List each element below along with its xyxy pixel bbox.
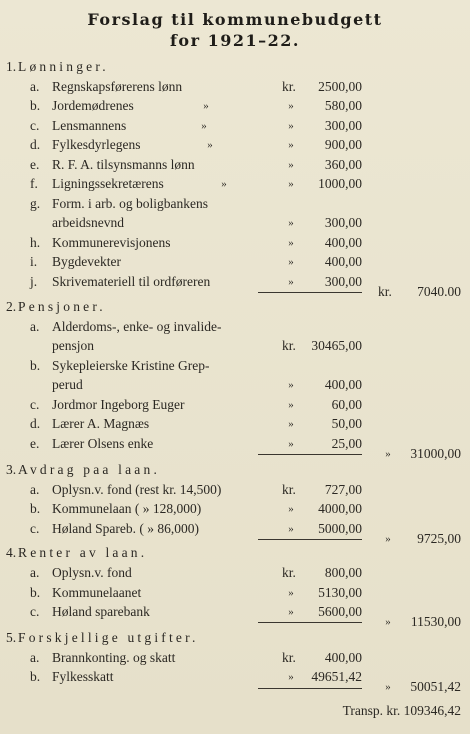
item-amount: 5600,00 xyxy=(318,604,362,619)
item-amount: 1000,00 xyxy=(318,176,362,191)
item-letter: a. xyxy=(30,79,40,94)
item-description: pensjon xyxy=(52,338,94,353)
section-title: Forskjellige utgifter. xyxy=(18,630,199,645)
item-description: perud xyxy=(52,377,83,392)
item-description: Alderdoms-, enke- og invalide- xyxy=(52,319,222,334)
item-description: Form. i arb. og boligbankens xyxy=(52,196,208,211)
item-amount: 400,00 xyxy=(324,254,362,269)
line-item xyxy=(0,317,470,337)
item-amount: 25,00 xyxy=(331,436,362,451)
item-amount: 4000,00 xyxy=(318,501,362,516)
line-item-continuation xyxy=(0,213,470,233)
item-letter: e. xyxy=(30,436,40,451)
ditto-mark: » xyxy=(288,237,294,249)
item-description: R. F. A. tilsynsmanns lønn xyxy=(52,157,195,172)
ditto-mark: » xyxy=(288,379,294,391)
section-number: 1. xyxy=(6,59,17,74)
line-item xyxy=(0,135,470,155)
ditto-mark: » xyxy=(288,276,294,288)
item-description: Sykepleierske Kristine Grep- xyxy=(52,358,210,373)
item-amount: 300,00 xyxy=(324,274,362,289)
item-amount: 900,00 xyxy=(324,137,362,152)
item-amount: 300,00 xyxy=(324,118,362,133)
ditto-mark: » xyxy=(288,139,294,151)
ditto-mark: » xyxy=(288,587,294,599)
item-letter: j. xyxy=(30,274,38,289)
currency-label: kr. xyxy=(378,284,392,299)
item-letter: e. xyxy=(30,157,40,172)
ditto-mark: » xyxy=(288,438,294,450)
item-description: Jordmor Ingeborg Euger xyxy=(52,397,185,412)
line-item xyxy=(0,194,470,214)
ditto-mark: » xyxy=(288,178,294,190)
ditto-mark: » xyxy=(288,399,294,411)
section-total-amount: 50051,42 xyxy=(410,679,461,694)
currency-label: kr. xyxy=(282,338,296,353)
section-title: Lønninger. xyxy=(18,59,109,74)
item-letter: c. xyxy=(30,604,40,619)
page-title-line-2: for 1921–22. xyxy=(170,31,300,50)
item-amount: 60,00 xyxy=(331,397,362,412)
item-description: Kommunelaanet xyxy=(52,585,142,600)
item-description: Lærer A. Magnæs xyxy=(52,416,150,431)
item-amount: 30465,00 xyxy=(311,338,362,353)
item-description: Oplysn.v. fond xyxy=(52,565,132,580)
line-item xyxy=(0,77,470,97)
line-item xyxy=(0,252,470,272)
section-number: 5. xyxy=(6,630,17,645)
item-letter: g. xyxy=(30,196,41,211)
item-amount: 50,00 xyxy=(331,416,362,431)
item-letter: b. xyxy=(30,501,41,516)
item-description: Regnskapsførerens lønn xyxy=(52,79,183,94)
line-item xyxy=(0,96,470,116)
item-description: Lærer Olsens enke xyxy=(52,436,154,451)
ditto-mark: » xyxy=(288,503,294,515)
transport-total: Transp. kr. 109346,42 xyxy=(342,703,461,718)
section-title: Pensjoner. xyxy=(18,299,106,314)
item-amount: 49651,42 xyxy=(311,669,362,684)
item-amount: 400,00 xyxy=(324,650,362,665)
item-letter: c. xyxy=(30,397,40,412)
ditto-mark: » xyxy=(221,178,227,190)
item-letter: a. xyxy=(30,482,40,497)
section-number: 4. xyxy=(6,545,17,560)
item-amount: 400,00 xyxy=(324,377,362,392)
item-letter: a. xyxy=(30,565,40,580)
ditto-mark: » xyxy=(203,100,209,112)
ditto-mark: » xyxy=(288,671,294,683)
item-description: Ligningssekretærens xyxy=(52,176,164,191)
item-description: Lensmannens xyxy=(52,118,127,133)
item-amount: 580,00 xyxy=(324,98,362,113)
line-item xyxy=(0,499,470,519)
section-number: 2. xyxy=(6,299,17,314)
line-item xyxy=(0,233,470,253)
currency-label: kr. xyxy=(282,565,296,580)
item-description: Kommunerevisjonens xyxy=(52,235,171,250)
item-amount: 400,00 xyxy=(324,235,362,250)
section-heading xyxy=(0,57,470,77)
ditto-mark: » xyxy=(288,606,294,618)
item-description: Høland Spareb. ( » 86,000) xyxy=(52,521,199,536)
ditto-mark: » xyxy=(385,533,391,545)
ditto-mark: » xyxy=(288,100,294,112)
ditto-mark: » xyxy=(288,256,294,268)
item-description: Høland sparebank xyxy=(52,604,150,619)
ditto-mark: » xyxy=(385,448,391,460)
line-item xyxy=(0,395,470,415)
currency-label: kr. xyxy=(282,482,296,497)
item-letter: a. xyxy=(30,650,40,665)
item-letter: c. xyxy=(30,521,40,536)
section-title: Renter av laan. xyxy=(18,545,148,560)
item-letter: c. xyxy=(30,118,40,133)
section-total-amount: 11530,00 xyxy=(410,614,461,629)
item-description: Skrivemateriell til ordføreren xyxy=(52,274,211,289)
ditto-mark: » xyxy=(288,159,294,171)
item-amount: 800,00 xyxy=(324,565,362,580)
item-letter: b. xyxy=(30,669,41,684)
ditto-mark: » xyxy=(207,139,213,151)
item-description: Fylkesdyrlegens xyxy=(52,137,141,152)
section-total-amount: 31000,00 xyxy=(410,446,461,461)
item-amount: 727,00 xyxy=(324,482,362,497)
section-heading xyxy=(0,460,470,480)
section-heading xyxy=(0,297,470,317)
section-total-amount: 9725,00 xyxy=(417,531,461,546)
ditto-mark: » xyxy=(385,681,391,693)
line-item xyxy=(0,583,470,603)
line-item xyxy=(0,155,470,175)
line-item xyxy=(0,414,470,434)
section-total xyxy=(0,677,470,697)
ditto-mark: » xyxy=(201,120,207,132)
currency-label: kr. xyxy=(282,650,296,665)
item-description: Jordemødrenes xyxy=(52,98,134,113)
section-total-amount: 7040.00 xyxy=(417,284,461,299)
line-item xyxy=(0,356,470,376)
section-heading xyxy=(0,628,470,648)
item-letter: h. xyxy=(30,235,41,250)
line-item-continuation xyxy=(0,375,470,395)
ditto-mark: » xyxy=(288,217,294,229)
line-item xyxy=(0,648,470,668)
line-item-continuation xyxy=(0,336,470,356)
item-description: Kommunelaan ( » 128,000) xyxy=(52,501,202,516)
item-description: Brannkonting. og skatt xyxy=(52,650,176,665)
item-letter: f. xyxy=(30,176,38,191)
line-item xyxy=(0,563,470,583)
section-number: 3. xyxy=(6,462,17,477)
item-amount: 360,00 xyxy=(324,157,362,172)
item-description: Bygdevekter xyxy=(52,254,121,269)
item-letter: b. xyxy=(30,98,41,113)
page-title-line-1: Forslag til kommunebudgett xyxy=(87,10,383,29)
item-letter: b. xyxy=(30,358,41,373)
item-amount: 5000,00 xyxy=(318,521,362,536)
item-letter: i. xyxy=(30,254,38,269)
line-item xyxy=(0,116,470,136)
item-letter: b. xyxy=(30,585,41,600)
item-description: Fylkesskatt xyxy=(52,669,114,684)
item-letter: d. xyxy=(30,137,41,152)
item-letter: d. xyxy=(30,416,41,431)
section-heading xyxy=(0,543,470,563)
ditto-mark: » xyxy=(288,523,294,535)
ditto-mark: » xyxy=(288,418,294,430)
item-letter: a. xyxy=(30,319,40,334)
item-amount: 5130,00 xyxy=(318,585,362,600)
currency-label: kr. xyxy=(282,79,296,94)
item-description: Oplysn.v. fond (rest kr. 14,500) xyxy=(52,482,222,497)
section-title: Avdrag paa laan. xyxy=(18,462,161,477)
line-item xyxy=(0,480,470,500)
item-amount: 300,00 xyxy=(324,215,362,230)
line-item xyxy=(0,174,470,194)
ditto-mark: » xyxy=(385,616,391,628)
ditto-mark: » xyxy=(288,120,294,132)
item-amount: 2500,00 xyxy=(318,79,362,94)
item-description: arbeidsnevnd xyxy=(52,215,124,230)
